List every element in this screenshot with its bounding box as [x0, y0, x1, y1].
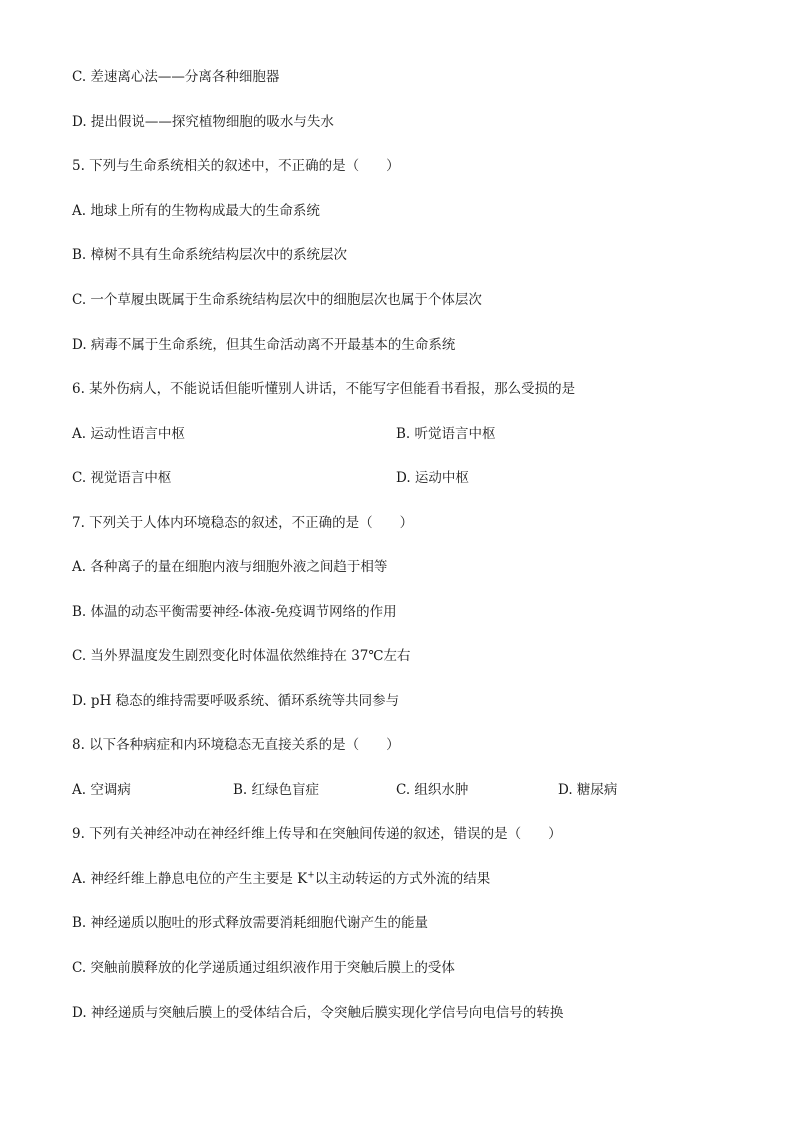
q5-option-a: A. 地球上所有的生物构成最大的生命系统	[72, 203, 320, 219]
q5-option-c: C. 一个草履虫既属于生命系统结构层次中的细胞层次也属于个体层次	[72, 292, 482, 308]
q9-stem: 9. 下列有关神经冲动在神经纤维上传导和在突触间传递的叙述，错误的是（ ）	[72, 826, 562, 842]
q8-options-row	[72, 781, 732, 799]
q9-option-d: D. 神经递质与突触后膜上的受体结合后，令突触后膜实现化学信号向电信号的转换	[72, 1005, 564, 1021]
q7-option-c: C. 当外界温度发生剧烈变化时体温依然维持在 37℃左右	[72, 648, 411, 664]
q9-option-c: C. 突触前膜释放的化学递质通过组织液作用于突触后膜上的受体	[72, 960, 455, 976]
q9-option-a-superscript: +	[307, 870, 315, 881]
q9-option-b: B. 神经递质以胞吐的形式释放需要消耗细胞代谢产生的能量	[72, 915, 429, 931]
q9-option-a-text-1: A. 神经纤维上静息电位的产生主要是 K	[72, 871, 308, 887]
q6-option-d: D. 运动中枢	[396, 470, 469, 486]
q4-option-c: C. 差速离心法——分离各种细胞器	[72, 69, 280, 85]
q5-option-d: D. 病毒不属于生命系统，但其生命活动离不开最基本的生命系统	[72, 337, 456, 353]
q6-option-b: B. 听觉语言中枢	[396, 426, 496, 442]
q7-option-b: B. 体温的动态平衡需要神经-体液-免疫调节网络的作用	[72, 604, 397, 620]
q7-option-d: D. pH 稳态的维持需要呼吸系统、循环系统等共同参与	[72, 693, 400, 709]
q8-stem: 8. 以下各种病症和内环境稳态无直接关系的是（ ）	[72, 737, 400, 753]
q6-options-row-1	[72, 425, 732, 443]
q9-option-a	[72, 870, 490, 888]
q6-stem: 6. 某外伤病人，不能说话但能听懂别人讲话，不能写字但能看书看报，那么受损的是	[72, 381, 576, 397]
q4-option-d: D. 提出假说——探究植物细胞的吸水与失水	[72, 114, 334, 130]
q8-option-b: B. 红绿色盲症	[233, 782, 320, 798]
q7-option-a: A. 各种离子的量在细胞内液与细胞外液之间趋于相等	[72, 559, 388, 575]
q5-stem: 5. 下列与生命系统相关的叙述中，不正确的是（ ）	[72, 158, 400, 174]
q7-stem: 7. 下列关于人体内环境稳态的叙述，不正确的是（ ）	[72, 515, 414, 531]
q8-option-a: A. 空调病	[72, 782, 131, 798]
q6-option-a: A. 运动性语言中枢	[72, 426, 185, 442]
q8-option-c: C. 组织水肿	[396, 782, 469, 798]
q8-option-d: D. 糖尿病	[558, 782, 618, 798]
q6-options-row-2	[72, 469, 732, 487]
q6-option-c: C. 视觉语言中枢	[72, 470, 172, 486]
q9-option-a-text-2: 以主动转运的方式外流的结果	[314, 871, 491, 887]
q5-option-b: B. 樟树不具有生命系统结构层次中的系统层次	[72, 247, 348, 263]
